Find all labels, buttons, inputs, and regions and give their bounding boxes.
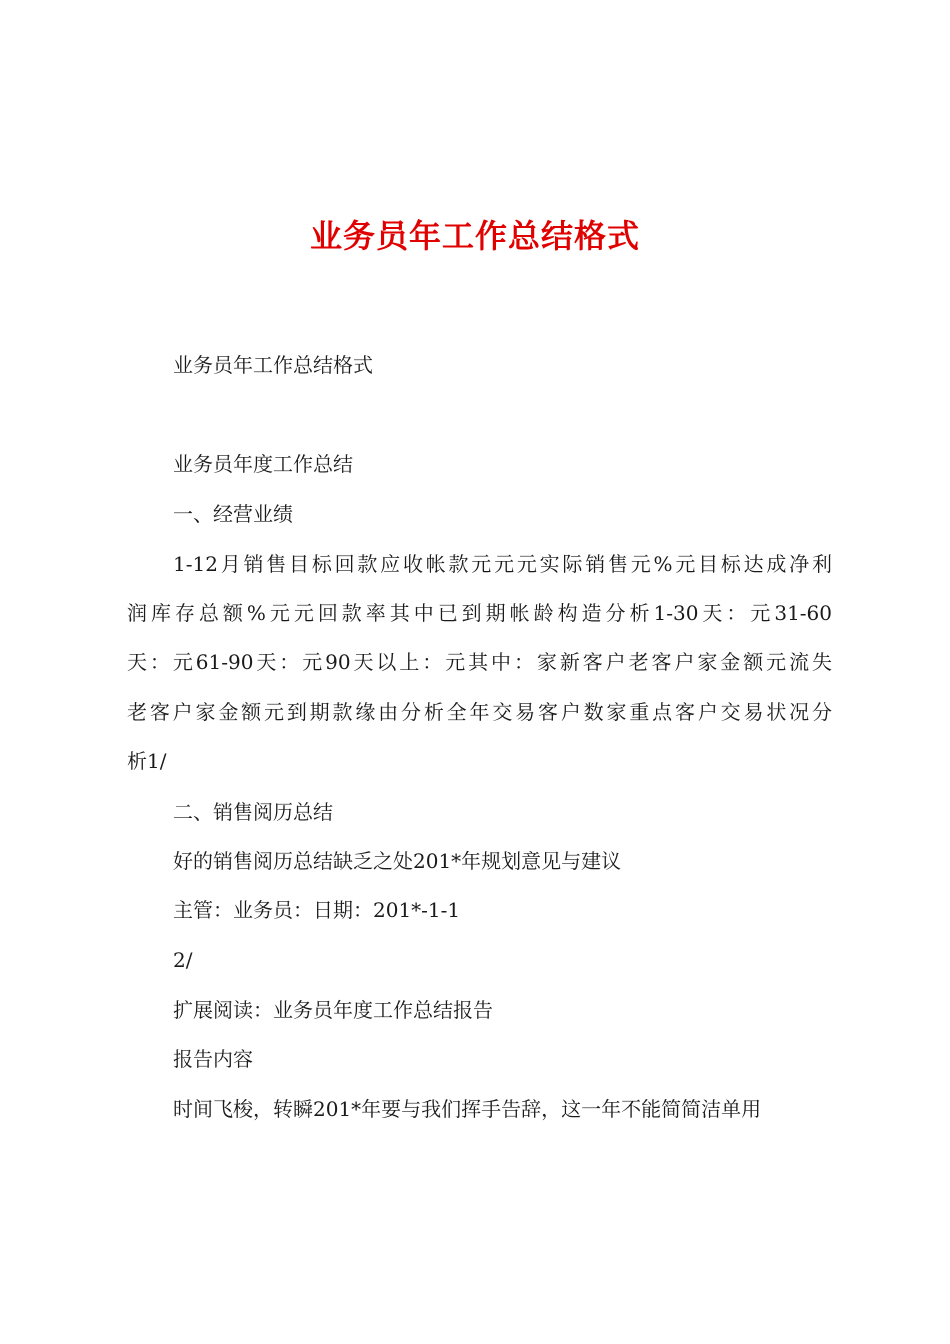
paragraph-line: 润库存总额%元元回款率其中已到期帐龄构造分析1-30天：元31-60 [127,601,832,626]
page-marker: 2/ [173,948,193,972]
section-heading-experience: 二、销售阅历总结 [173,800,333,824]
document-title: 业务员年工作总结格式 [309,217,640,255]
subtitle-line: 业务员年工作总结格式 [173,353,373,377]
paragraph-line: 老客户家金额元到期款缘由分析全年交易客户数家重点客户交易状况分 [127,699,832,724]
paragraph-line: 析1/ [127,748,167,773]
paragraph-line: 1-12月销售目标回款应收帐款元元元实际销售元%元目标达成净利 [173,552,832,576]
section-heading-performance: 一、经营业绩 [173,502,293,526]
report-opening-line: 时间飞梭，转瞬201*年要与我们挥手告辞，这一年不能简简洁单用 [173,1097,762,1121]
performance-paragraph [127,540,832,786]
signoff-line: 主管：业务员：日期：201*-1-1 [173,898,461,922]
paragraph-line: 天：元61-90天：元90天以上：元其中：家新客户老客户家金额元流失 [127,650,832,675]
experience-summary-line: 好的销售阅历总结缺乏之处201*年规划意见与建议 [173,849,622,873]
report-heading: 业务员年度工作总结 [173,452,353,476]
extended-reading-line: 扩展阅读：业务员年度工作总结报告 [173,998,493,1022]
report-content-label: 报告内容 [173,1047,253,1071]
